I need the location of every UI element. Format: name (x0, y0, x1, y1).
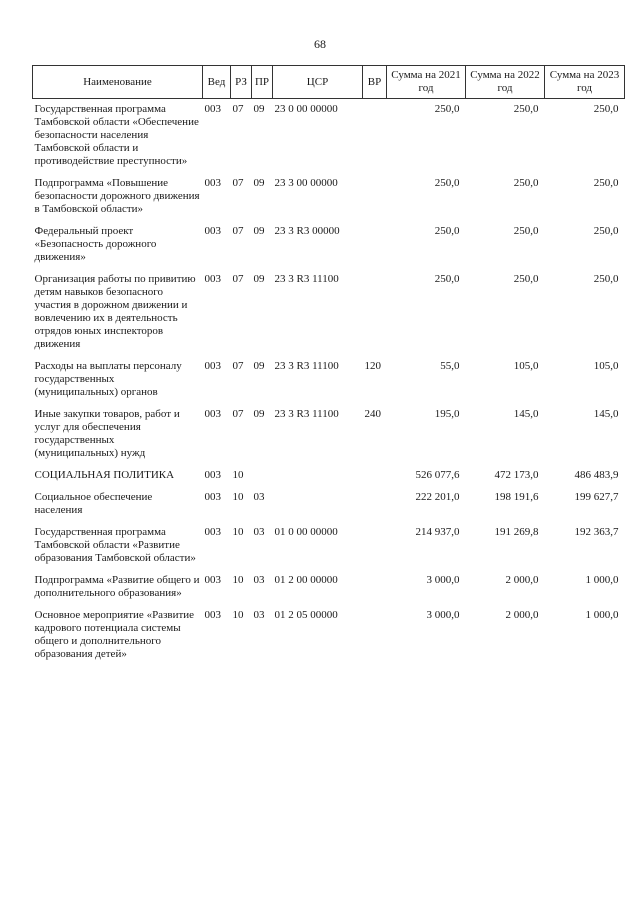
header-sum-2021: Сумма на 2021 год (387, 66, 466, 99)
row-pr: 09 (253, 408, 265, 420)
row-pr: 03 (253, 526, 265, 538)
row-sum-2021: 250,0 (434, 177, 460, 189)
row-name: Расходы на выплаты персоналу государственных (муниципальных) органов (34, 360, 182, 398)
row-name: Иные закупки товаров, работ и услуг для обеспечения государственных (муниципальных) нужд (34, 408, 180, 459)
row-ved: 003 (204, 609, 221, 621)
table-row (33, 221, 625, 269)
row-pr: 09 (253, 273, 265, 285)
row-sum-2021: 214 937,0 (415, 526, 460, 538)
row-sum-2022: 2 000,0 (505, 574, 539, 586)
row-sum-2022: 250,0 (513, 225, 539, 237)
row-vr (363, 99, 387, 174)
row-rz: 07 (232, 360, 244, 372)
page-number: 68 (314, 37, 326, 51)
table-header-row (33, 66, 625, 99)
row-sum-2023: 250,0 (593, 177, 619, 189)
row-ved: 003 (204, 574, 221, 586)
row-name: СОЦИАЛЬНАЯ ПОЛИТИКА (34, 469, 175, 481)
row-sum-2022: 198 191,6 (494, 491, 539, 503)
row-sum-2022: 250,0 (513, 103, 539, 115)
row-pr: 03 (253, 609, 265, 621)
row-rz: 10 (232, 526, 244, 538)
row-sum-2023: 1 000,0 (585, 609, 619, 621)
row-ved: 003 (204, 103, 221, 115)
row-csr: 01 0 00 00000 (274, 526, 338, 538)
row-vr (363, 465, 387, 487)
table-row (33, 356, 625, 404)
row-csr: 23 3 R3 11100 (274, 408, 339, 420)
row-csr: 23 3 R3 11100 (274, 360, 339, 372)
row-vr: 240 (364, 408, 381, 420)
row-sum-2021: 55,0 (440, 360, 460, 372)
row-csr: 23 0 00 00000 (274, 103, 338, 115)
row-rz: 10 (232, 469, 244, 481)
row-sum-2023: 250,0 (593, 225, 619, 237)
row-sum-2021: 250,0 (434, 103, 460, 115)
header-pr: ПР (252, 66, 273, 99)
row-ved: 003 (204, 491, 221, 503)
row-sum-2023: 145,0 (593, 408, 619, 420)
row-sum-2022: 250,0 (513, 273, 539, 285)
row-pr: 09 (253, 360, 265, 372)
row-sum-2023: 199 627,7 (574, 491, 619, 503)
row-ved: 003 (204, 360, 221, 372)
row-sum-2022: 250,0 (513, 177, 539, 189)
row-name: Подпрограмма «Развитие общего и дополнительного образования» (34, 574, 200, 599)
row-sum-2021: 222 201,0 (415, 491, 460, 503)
row-sum-2022: 191 269,8 (494, 526, 539, 538)
header-name: Наименование (33, 66, 203, 99)
row-sum-2021: 250,0 (434, 225, 460, 237)
row-name: Государственная программа Тамбовской области «Обеспечение безопасности населения Тамбовской области и противодействие преступности» (34, 103, 199, 167)
row-rz: 10 (232, 609, 244, 621)
row-rz: 07 (232, 177, 244, 189)
header-sum-2023: Сумма на 2023 год (545, 66, 625, 99)
row-name: Федеральный проект «Безопасность дорожного движения» (34, 225, 157, 263)
row-sum-2023: 250,0 (593, 273, 619, 285)
table-row (33, 173, 625, 221)
budget-table (32, 65, 625, 666)
row-name: Социальное обеспечение населения (34, 491, 153, 516)
header-vr: ВР (363, 66, 387, 99)
row-ved: 003 (204, 469, 221, 481)
table-row (33, 465, 625, 487)
row-sum-2022: 2 000,0 (505, 609, 539, 621)
row-sum-2023: 250,0 (593, 103, 619, 115)
table-row (33, 99, 625, 174)
row-csr: 23 3 R3 11100 (274, 273, 339, 285)
header-rz: РЗ (231, 66, 252, 99)
row-ved: 003 (204, 225, 221, 237)
row-pr: 03 (253, 574, 265, 586)
row-pr (252, 465, 273, 487)
table-row (33, 570, 625, 605)
table-row (33, 269, 625, 356)
row-vr (363, 173, 387, 221)
row-ved: 003 (204, 408, 221, 420)
table-row (33, 522, 625, 570)
row-name: Основное мероприятие «Развитие кадрового потенциала системы общего и дополнительного образования детей» (34, 609, 195, 660)
row-rz: 10 (232, 574, 244, 586)
row-pr: 09 (253, 177, 265, 189)
header-csr: ЦСР (273, 66, 363, 99)
table-row (33, 404, 625, 465)
row-rz: 07 (232, 103, 244, 115)
row-name: Подпрограмма «Повышение безопасности дорожного движения в Тамбовской области» (34, 177, 200, 215)
table-row (33, 487, 625, 522)
row-sum-2022: 105,0 (513, 360, 539, 372)
row-sum-2021: 526 077,6 (415, 469, 460, 481)
row-vr (363, 605, 387, 666)
row-rz: 07 (232, 408, 244, 420)
row-csr (273, 487, 363, 522)
table-row (33, 605, 625, 666)
row-csr: 01 2 05 00000 (274, 609, 338, 621)
row-ved: 003 (204, 526, 221, 538)
row-sum-2022: 145,0 (513, 408, 539, 420)
row-name: Государственная программа Тамбовской области «Развитие образования Тамбовской области» (34, 526, 196, 564)
row-vr (363, 522, 387, 570)
row-sum-2021: 3 000,0 (426, 574, 460, 586)
row-ved: 003 (204, 273, 221, 285)
row-sum-2022: 472 173,0 (494, 469, 539, 481)
row-name: Организация работы по привитию детям навыков безопасного участия в дорожном движении и вовлечению их в деятельность отрядов юных инспекторов движения (34, 273, 196, 350)
row-sum-2023: 486 483,9 (574, 469, 619, 481)
row-pr: 09 (253, 103, 265, 115)
row-vr (363, 269, 387, 356)
row-rz: 07 (232, 273, 244, 285)
row-csr: 23 3 00 00000 (274, 177, 338, 189)
row-vr (363, 487, 387, 522)
row-ved: 003 (204, 177, 221, 189)
row-sum-2021: 250,0 (434, 273, 460, 285)
row-pr: 09 (253, 225, 265, 237)
row-vr: 120 (364, 360, 381, 372)
row-sum-2023: 1 000,0 (585, 574, 619, 586)
row-sum-2023: 105,0 (593, 360, 619, 372)
row-csr: 01 2 00 00000 (274, 574, 338, 586)
row-vr (363, 221, 387, 269)
row-rz: 07 (232, 225, 244, 237)
header-sum-2022: Сумма на 2022 год (466, 66, 545, 99)
row-sum-2021: 195,0 (434, 408, 460, 420)
row-sum-2021: 3 000,0 (426, 609, 460, 621)
header-ved: Вед (203, 66, 231, 99)
row-csr: 23 3 R3 00000 (274, 225, 340, 237)
row-sum-2023: 192 363,7 (574, 526, 619, 538)
row-vr (363, 570, 387, 605)
row-pr: 03 (253, 491, 265, 503)
row-csr (273, 465, 363, 487)
row-rz: 10 (232, 491, 244, 503)
